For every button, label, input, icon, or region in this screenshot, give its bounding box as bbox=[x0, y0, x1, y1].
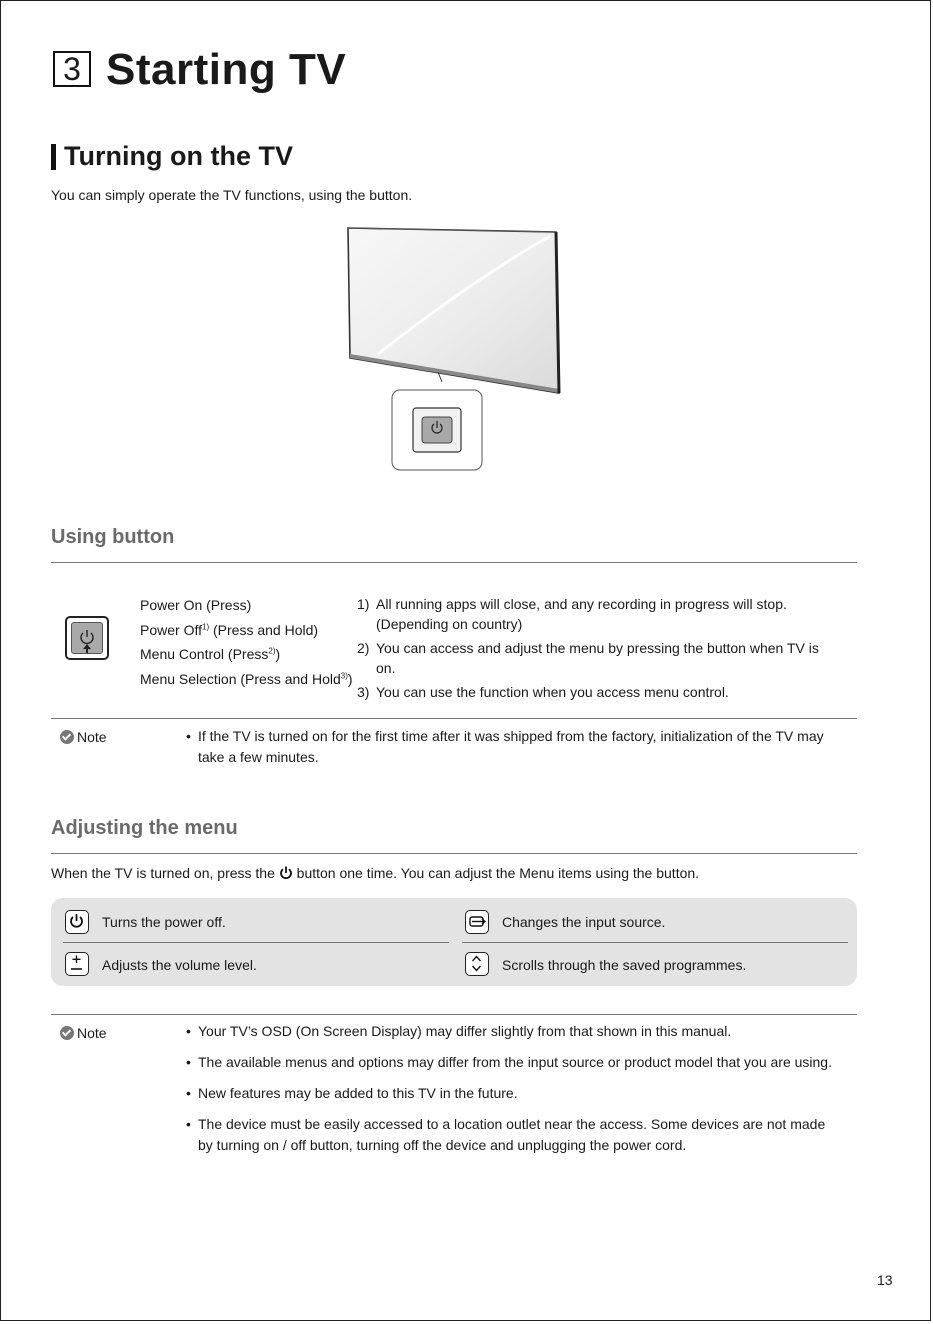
power-icon bbox=[65, 910, 89, 934]
divider bbox=[462, 942, 848, 943]
divider bbox=[51, 718, 857, 719]
power-icon bbox=[72, 623, 102, 653]
button-functions bbox=[140, 593, 353, 691]
tv-illustration bbox=[330, 222, 570, 477]
chapter-title: Starting TV bbox=[106, 45, 347, 94]
note-list bbox=[186, 726, 836, 778]
menu-item-volume: Adjusts the volume level. bbox=[102, 957, 257, 973]
check-icon bbox=[60, 730, 74, 744]
section-bar bbox=[51, 144, 56, 170]
footnote: 1) All running apps will close, and any recording in progress will stop. (Depending on country) bbox=[357, 596, 787, 632]
page-number: 13 bbox=[877, 1272, 893, 1288]
tv-button-icon bbox=[65, 616, 109, 660]
function-menu-selection: Menu Selection (Press and Hold$^{3)}$) bbox=[140, 670, 353, 687]
divider bbox=[51, 562, 857, 563]
power-icon bbox=[279, 866, 293, 880]
adjusting-menu-intro: When the TV is turned on, press the button one time. You can adjust the Menu items using the button. bbox=[51, 865, 700, 881]
divider bbox=[63, 942, 449, 943]
note-label: Note bbox=[60, 1024, 107, 1042]
footnote: 2) You can access and adjust the menu by pressing the button when TV is on. bbox=[357, 640, 819, 676]
note-item: • New features may be added to this TV in the future. bbox=[186, 1083, 836, 1104]
divider bbox=[51, 853, 857, 854]
section-intro: You can simply operate the TV functions, using the button. bbox=[51, 187, 413, 203]
using-button-title: Using button bbox=[51, 526, 175, 548]
function-menu-control: Menu Control (Press$^{2)}$) bbox=[140, 646, 281, 662]
section-title: Turning on the TV bbox=[64, 141, 293, 171]
note-item: • The available menus and options may differ from the input source or product model that you are using. bbox=[186, 1052, 836, 1073]
channel-scroll-icon bbox=[465, 952, 489, 976]
adjusting-menu-title: Adjusting the menu bbox=[51, 817, 238, 839]
menu-item-input: Changes the input source. bbox=[502, 914, 666, 930]
footnotes bbox=[357, 594, 837, 706]
note-label: Note bbox=[60, 728, 107, 746]
volume-icon bbox=[65, 952, 89, 976]
menu-item-power: Turns the power off. bbox=[102, 914, 226, 930]
note-item: • If the TV is turned on for the first time after it was shipped from the factory, initialization of the TV may take a few minutes. bbox=[186, 726, 836, 768]
note-list bbox=[186, 1021, 836, 1166]
function-power-on: Power On (Press) bbox=[140, 597, 252, 613]
menu-item-scroll: Scrolls through the saved programmes. bbox=[502, 957, 747, 973]
note-item: • Your TV’s OSD (On Screen Display) may differ slightly from that shown in this manual. bbox=[186, 1021, 836, 1042]
divider bbox=[51, 1014, 857, 1015]
function-power-off: Power Off$^{1)}$ (Press and Hold) bbox=[140, 621, 319, 638]
chapter-number: 3 bbox=[53, 51, 91, 87]
check-icon bbox=[60, 1026, 74, 1040]
input-source-icon bbox=[465, 910, 489, 934]
menu-controls-panel bbox=[51, 898, 857, 986]
footnote: 3) You can use the function when you access menu control. bbox=[357, 684, 729, 700]
note-item: • The device must be easily accessed to a location outlet near the access. Some devices are not made by turning on / off button, turning off the device and unplugging the power cord. bbox=[186, 1114, 836, 1156]
